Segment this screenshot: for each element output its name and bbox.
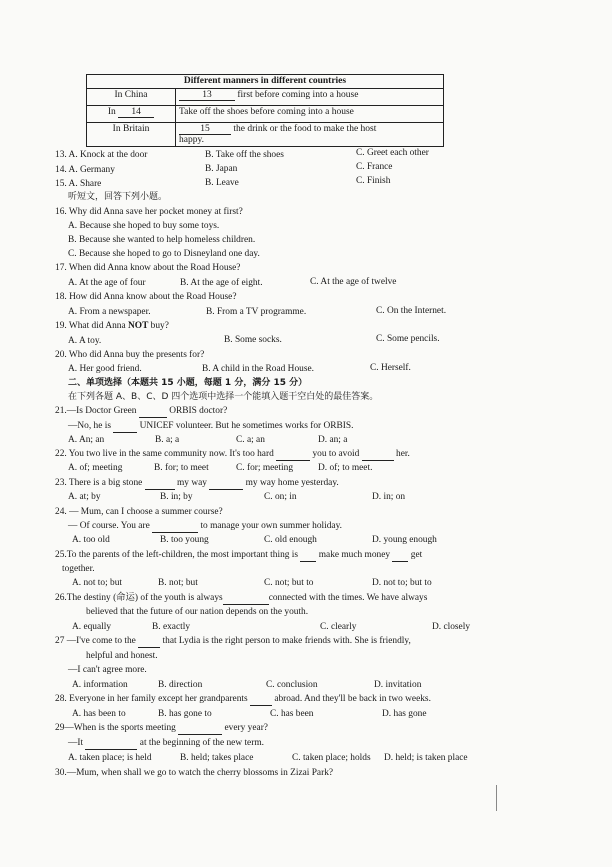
option-c: C. for; meeting — [236, 463, 294, 473]
option-a: A. of; meeting — [68, 463, 123, 473]
option-a: A. From a newspaper. — [68, 307, 151, 317]
option-b: B. Take off the shoes — [205, 150, 284, 160]
stem-text: 22. You two live in the same community now. It's too hard — [55, 449, 277, 459]
listening-instruction: 听短文，回答下列小题。 — [68, 192, 168, 202]
question-28-stem — [55, 693, 431, 706]
question-16-stem: 16. Why did Anna save her pocket money at first? — [55, 207, 243, 217]
question-25-stem — [55, 549, 422, 562]
option-a: A. too old — [72, 535, 110, 545]
table-header: Different manners in different countries — [87, 75, 444, 89]
option-b: B. exactly — [152, 622, 191, 632]
answer-blank — [223, 592, 269, 605]
answer-blank — [138, 635, 160, 648]
option-b: B. not; but — [158, 578, 198, 588]
question-13 — [55, 149, 147, 161]
option-c: C. On the Internet. — [376, 306, 447, 316]
option-b: B. in; by — [160, 492, 193, 502]
question-19-stem — [55, 320, 169, 332]
answer-blank — [276, 448, 310, 461]
answer-blank — [85, 737, 137, 750]
stem-text: —No, he is — [68, 421, 114, 431]
stem-emphasis: NOT — [128, 321, 149, 331]
stem-text: —It — [68, 738, 86, 748]
question-29-stem — [55, 722, 268, 735]
question-20-stem: 20. Who did Anna buy the presents for? — [55, 350, 205, 360]
option-b: B. At the age of eight. — [180, 278, 263, 288]
option-b: B. Leave — [205, 178, 239, 188]
option-d: D. in; on — [372, 492, 406, 502]
section-instruction: 在下列各题 A、B、C、D 四个选项中选择一个能填入题干空白处的最佳答案。 — [68, 392, 379, 402]
option-a: A. at; by — [68, 492, 101, 502]
stem-text: 25.To the parents of the left-children, the most important thing is — [55, 550, 301, 560]
stem-text: 21.—Is Doctor Green — [55, 406, 139, 416]
answer-blank — [392, 549, 408, 562]
stem-continuation: together. — [62, 564, 95, 574]
answer-blank — [152, 520, 198, 533]
option-c: C. Herself. — [370, 363, 411, 373]
stem-reply: —I can't agree more. — [68, 665, 147, 675]
stem-text: 26.The destiny (命运) of the youth is always — [55, 593, 223, 603]
question-24-stem: 24. — Mum, can I choose a summer course? — [55, 507, 223, 517]
option-c: C. a; an — [236, 435, 265, 445]
table-text: first before coming into a house — [237, 90, 359, 100]
option-c: C. Some pencils. — [376, 334, 440, 344]
stem-text: my way home yesterday. — [243, 478, 339, 488]
option-a: 14. A. Germany — [55, 165, 115, 175]
option-a: 15. A. Share — [55, 179, 102, 189]
table-row — [87, 89, 444, 106]
answer-blank — [145, 477, 175, 490]
stem-text: you to avoid — [310, 449, 362, 459]
stem-text: at the beginning of the new term. — [137, 738, 264, 748]
option-c: C. Because she hoped to go to Disneyland one day. — [68, 249, 260, 259]
question-21-line2 — [68, 420, 353, 433]
option-b: B. Japan — [205, 164, 238, 174]
question-23-stem — [55, 477, 339, 490]
scan-mark — [496, 785, 497, 811]
stem-text: every year? — [222, 723, 268, 733]
stem-text: that Lydia is the right person to make friends with. She is friendly, — [160, 636, 411, 646]
stem-text: 23. There is a big stone — [55, 478, 145, 488]
stem-text: UNICEF volunteer. But he sometimes works for ORBIS. — [137, 421, 354, 431]
option-b: B. too young — [160, 535, 209, 545]
option-a: A. equally — [72, 622, 112, 632]
table-row — [87, 123, 444, 147]
stem-text: — Of course. You are — [68, 521, 153, 531]
option-a: A. A toy. — [68, 336, 102, 346]
option-b: B. direction — [158, 680, 203, 690]
stem-text: to manage your own summer holiday. — [198, 521, 343, 531]
answer-blank — [139, 405, 167, 418]
option-c: C. on; in — [264, 492, 297, 502]
table-text: the drink or the food to make the host — [233, 124, 377, 134]
option-b: B. a; a — [155, 435, 180, 445]
option-c: C. At the age of twelve — [310, 277, 397, 287]
option-a: A. has been to — [72, 709, 126, 719]
table-cell: In China — [87, 89, 176, 106]
stem-text: connected with the times. We have always — [268, 593, 428, 603]
stem-text: abroad. And they'll be back in two weeks. — [271, 694, 431, 704]
answer-blank — [209, 477, 243, 490]
table-cell: Take off the shoes before coming into a house — [176, 106, 444, 123]
answer-blank — [113, 420, 137, 433]
stem-continuation: believed that the future of our nation depends on the youth. — [86, 607, 309, 617]
table-row — [87, 106, 444, 123]
option-c: C. conclusion — [266, 680, 318, 690]
option-d: D. of; to meet. — [318, 463, 373, 473]
stem-text: her. — [393, 449, 410, 459]
option-b: B. Some socks. — [224, 335, 282, 345]
section-title: 二、单项选择（本题共 15 小题，每题 1 分，满分 15 分） — [68, 378, 308, 388]
option-b: B. From a TV programme. — [206, 307, 307, 317]
option-b: B. A child in the Road House. — [202, 364, 314, 374]
question-18-stem: 18. How did Anna know about the Road House? — [55, 292, 237, 302]
answer-blank: 13 — [179, 90, 235, 101]
question-22-stem — [55, 448, 410, 461]
question-30-stem: 30.—Mum, when shall we go to watch the cherry blossoms in Zizai Park? — [55, 768, 334, 778]
stem-text: get — [408, 550, 423, 560]
stem-text: ORBIS doctor? — [166, 406, 228, 416]
option-c: C. taken place; holds — [292, 753, 371, 763]
question-17-stem: 17. When did Anna know about the Road House? — [55, 263, 241, 273]
stem-text: 29—When is the sports meeting — [55, 723, 179, 733]
option-a: 13. A. Knock at the door — [55, 150, 148, 160]
answer-blank — [178, 722, 222, 735]
question-21-stem — [55, 405, 227, 418]
question-26-stem — [55, 592, 427, 605]
stem-text: 28. Everyone in her family except her grandparents — [55, 694, 250, 704]
stem-text: make much money — [316, 550, 393, 560]
question-29-line2 — [68, 737, 264, 750]
option-d: D. young enough — [372, 535, 437, 545]
table-text: happy. — [179, 135, 204, 145]
option-a: A. At the age of four — [68, 278, 146, 288]
option-d: D. closely — [432, 622, 471, 632]
question-24-line2 — [68, 520, 342, 533]
answer-blank — [300, 549, 316, 562]
answer-blank: 14 — [118, 107, 154, 118]
option-a: A. An; an — [68, 435, 105, 445]
option-c: C. has been — [270, 709, 314, 719]
answer-blank — [250, 693, 272, 706]
option-c: C. Finish — [356, 176, 391, 186]
option-a: A. information — [72, 680, 128, 690]
stem-text: 19. What did Anna — [55, 321, 128, 331]
option-c: C. old enough — [264, 535, 317, 545]
manners-table — [86, 74, 444, 147]
option-d: D. invitation — [374, 680, 422, 690]
option-b: B. Because she wanted to help homeless children. — [68, 235, 256, 245]
option-b: B. for; to meet — [154, 463, 209, 473]
option-b: B. has gone to — [158, 709, 212, 719]
table-cell — [176, 89, 444, 106]
option-c: C. not; but to — [264, 578, 314, 588]
option-c: C. Greet each other — [356, 148, 429, 158]
stem-text: 27 —I've come to the — [55, 636, 139, 646]
option-d: D. held; is taken place — [384, 753, 468, 763]
option-d: D. an; a — [318, 435, 348, 445]
table-text: In — [107, 107, 116, 117]
table-cell — [87, 106, 176, 123]
stem-continuation: helpful and honest. — [86, 651, 158, 661]
answer-blank — [362, 448, 394, 461]
stem-text: my way — [174, 478, 210, 488]
option-d: D. not to; but to — [372, 578, 432, 588]
option-b: B. held; takes place — [180, 753, 254, 763]
option-a: A. not to; but — [72, 578, 123, 588]
option-d: D. has gone — [382, 709, 427, 719]
option-c: C. France — [356, 162, 393, 172]
option-a: A. taken place; is held — [68, 753, 152, 763]
option-a: A. Her good friend. — [68, 364, 142, 374]
answer-blank: 15 — [179, 124, 231, 135]
option-a: A. Because she hoped to buy some toys. — [68, 221, 220, 231]
stem-text: buy? — [148, 321, 169, 331]
table-cell: In Britain — [87, 123, 176, 147]
question-27-stem — [55, 635, 411, 648]
table-cell — [176, 123, 444, 147]
option-c: C. clearly — [320, 622, 357, 632]
